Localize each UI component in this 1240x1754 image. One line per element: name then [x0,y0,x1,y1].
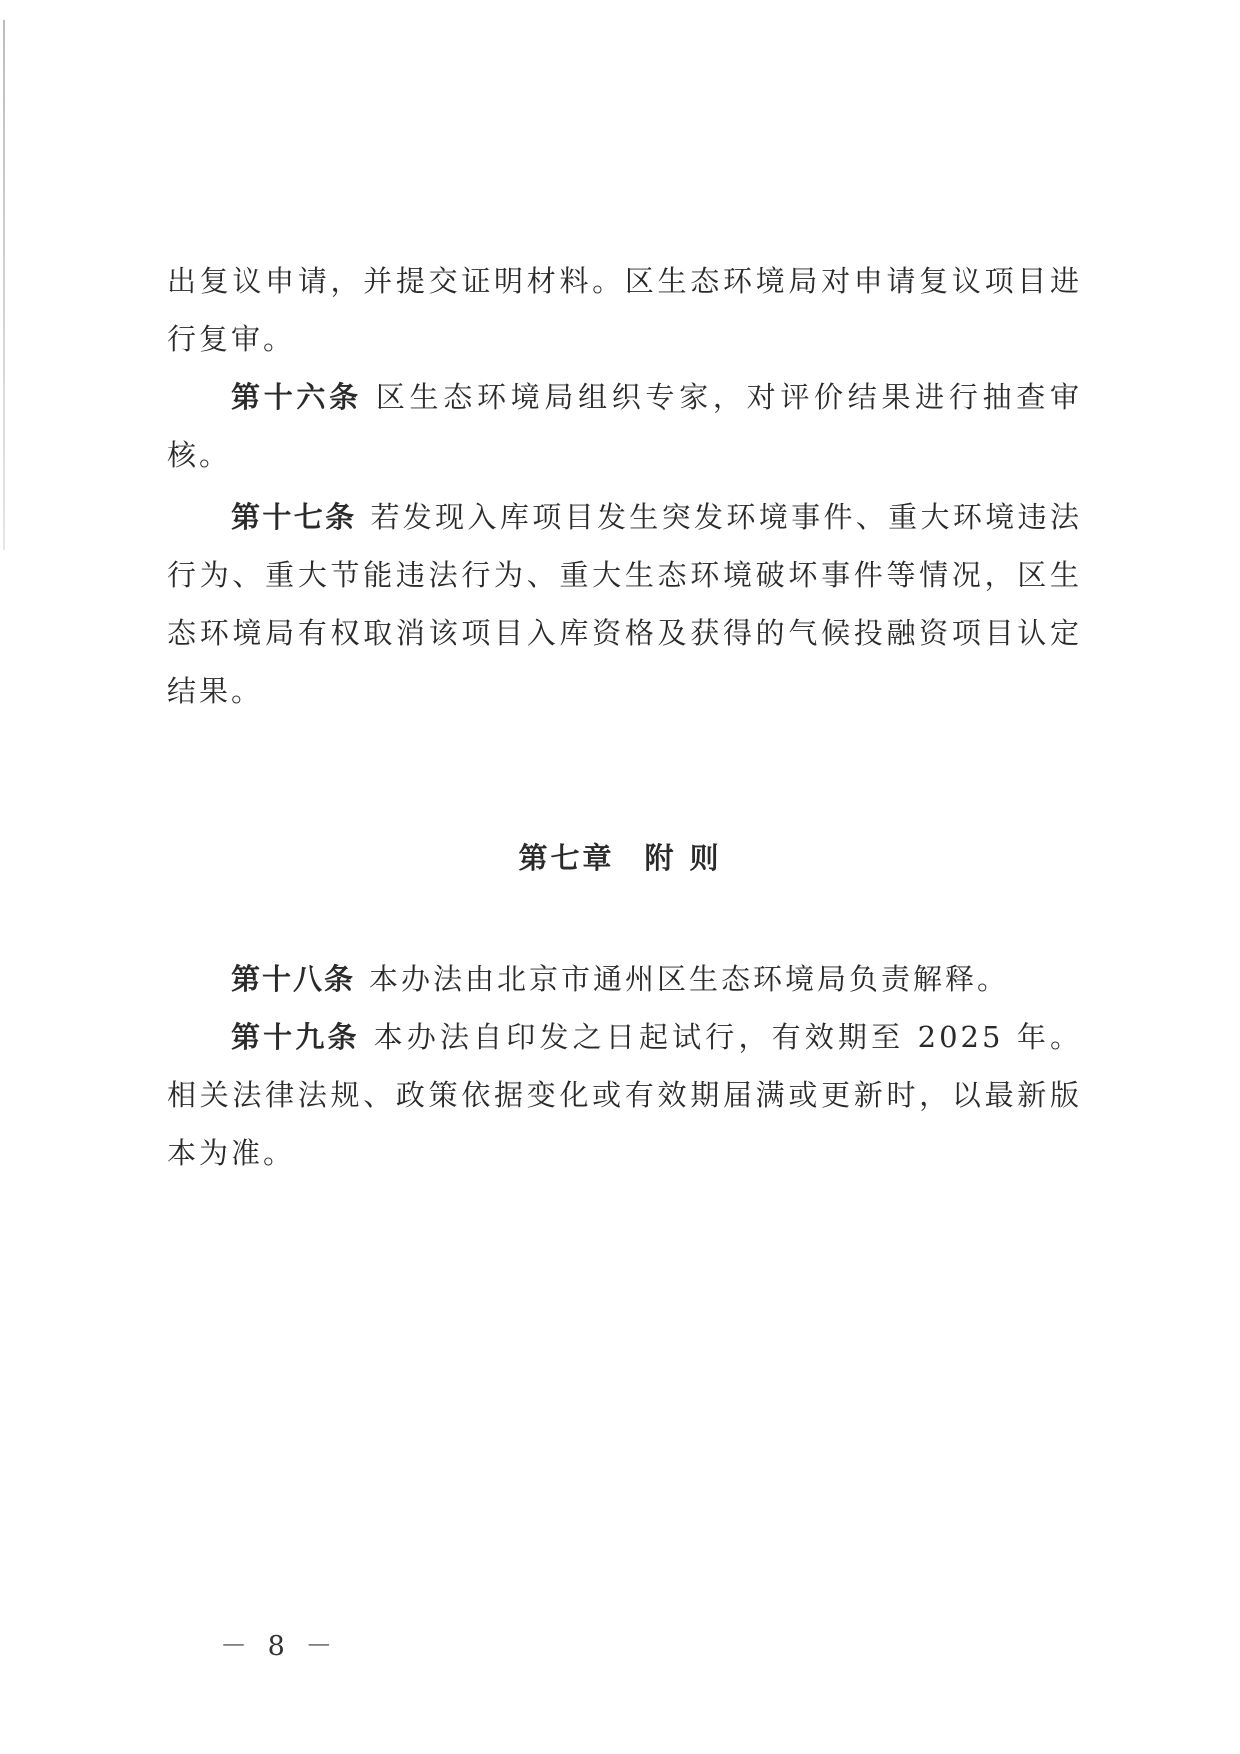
article-18 [167,950,1082,1008]
article-17 [167,488,1082,720]
chapter-heading [0,836,1240,877]
scan-edge-line [3,20,5,550]
article-text: 若发现入库项目发生突发环境事件、重大环境违法行为、重大节能违法行为、重大生态环境破坏事件等情况，区生态环境局有权取消该项目入库资格及获得的气候投融资项目认定结果。 [167,500,1082,708]
article-19 [167,1008,1082,1182]
article-16 [167,368,1082,484]
article-label: 第十七条 [231,500,357,534]
article-text: 本办法自印发之日起试行，有效期至 2025 年。相关法律法规、政策依据变化或有效期届满或更新时，以最新版本为准。 [167,1020,1082,1170]
article-label: 第十六条 [231,380,362,414]
article-text: 区生态环境局组织专家，对评价结果进行抽查审核。 [167,380,1082,472]
paragraph-continuation [167,252,1082,368]
paragraph-text: 出复议申请，并提交证明材料。区生态环境局对申请复议项目进行复审。 [167,264,1082,356]
body-text-lower [167,950,1082,1182]
page-number: － 8 － [220,1631,339,1662]
chapter-name: 附 则 [644,841,722,875]
article-text: 本办法由北京市通州区生态环境局负责解释。 [369,962,1010,996]
body-text-upper [167,252,1082,720]
article-label: 第十八条 [231,962,356,996]
chapter-number: 第七章 [518,841,615,875]
article-label: 第十九条 [231,1020,360,1054]
